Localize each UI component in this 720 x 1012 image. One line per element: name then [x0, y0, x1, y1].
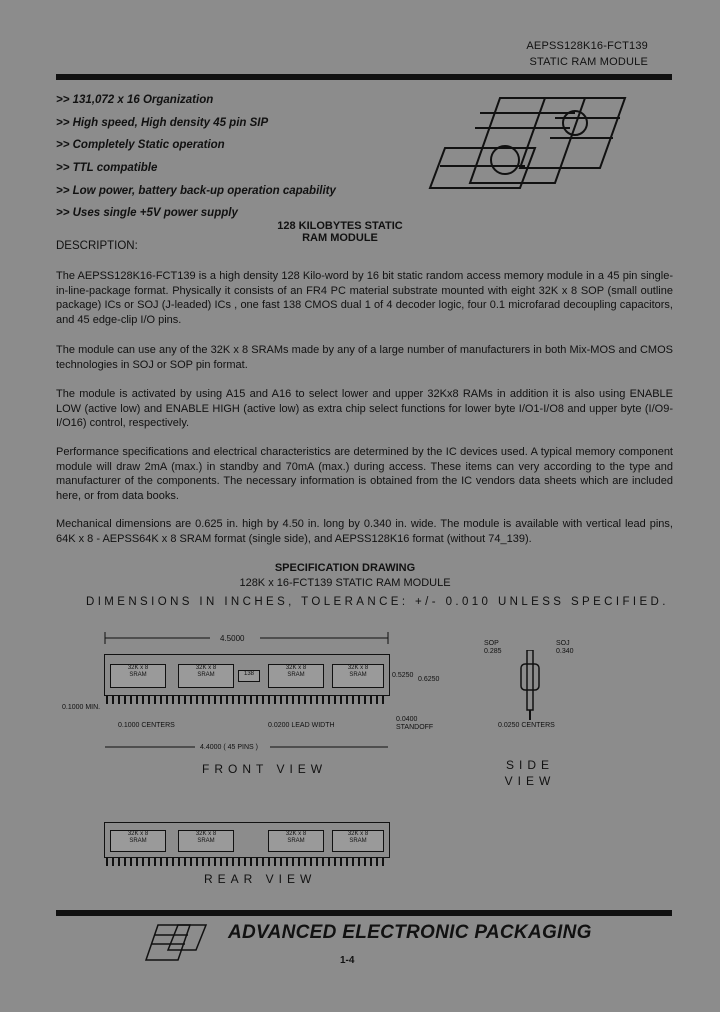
length-dim: 4.5000 — [220, 634, 245, 643]
lead-width-dim: 0.0200 LEAD WIDTH — [268, 722, 335, 729]
feature-1: >> 131,072 x 16 Organization — [56, 94, 214, 106]
feature-5: >> Low power, battery back-up operation capability — [56, 185, 336, 197]
sop-value: 0.285 — [484, 648, 502, 655]
module-title-line2: RAM MODULE — [302, 232, 378, 244]
sram-chip-1: 32K x 8 SRAM — [110, 664, 166, 688]
feature-2: >> High speed, High density 45 pin SIP — [56, 117, 269, 129]
feature-4: >> TTL compatible — [56, 162, 158, 174]
standoff-value: 0.0400 — [396, 716, 418, 723]
feature-6: >> Uses single +5V power supply — [56, 207, 238, 219]
rear-sram-chip-3: 32K x 8 SRAM — [268, 830, 324, 852]
pins-span-dim: 4.4000 ( 45 PINS ) — [200, 744, 258, 751]
rear-sram-chip-1: 32K x 8 SRAM — [110, 830, 166, 852]
aep-logo-small — [140, 922, 210, 964]
description-heading: DESCRIPTION: — [56, 240, 138, 252]
paragraph-5: Mechanical dimensions are 0.625 in. high by 4.50 in. long by 0.340 in. wide. The module is available with vertical lead pins, 64K x 8 - AEPSS64K x 8 SRAM format (single side), and AEPSS128K16 format (without 74_139). — [56, 518, 673, 545]
tolerance-note: DIMENSIONS IN INCHES, TOLERANCE: +/- 0.010 UNLESS SPECIFIED. — [86, 596, 669, 608]
header-subtitle: STATIC RAM MODULE — [529, 56, 648, 68]
min-pin-dim: 0.1000 MIN. — [62, 704, 101, 711]
front-view-label: FRONT VIEW — [202, 762, 328, 776]
soj-value: 0.340 — [556, 648, 574, 655]
rear-pins — [106, 858, 388, 866]
height-a: 0.5250 — [392, 672, 414, 679]
feature-3: >> Completely Static operation — [56, 139, 225, 151]
rear-sram-chip-4: 32K x 8 SRAM — [332, 830, 384, 852]
soj-label: SOJ — [556, 640, 570, 647]
drawing-title: SPECIFICATION DRAWING — [274, 562, 416, 574]
pins-span-line — [100, 742, 400, 752]
paragraph-1: The AEPSS128K16-FCT139 is a high density 128 Kilo-word by 16 bit static random access memory module in a 45 pin single-in-line-package format. Physically it consists of an FR4 PC material substrate mounted with eight 32K x 8 SOP (small outline package) ICs or SOJ (J-leaded) ICs , one fast 138 CMOS dual 1 of 4 decoder logic, four 0.1 microfarad decoupling capacitors, and 45 edge-clip I/O pins. — [56, 270, 673, 326]
footer-rule — [56, 910, 672, 916]
pin-centers-dim: 0.1000 CENTERS — [118, 722, 175, 729]
rear-view-label: REAR VIEW — [204, 872, 317, 886]
sop-label: SOP — [484, 640, 499, 647]
header-rule — [56, 74, 672, 80]
rear-sram-chip-2: 32K x 8 SRAM — [178, 830, 234, 852]
height-b: 0.6250 — [418, 676, 440, 683]
sram-chip-3: 32K x 8 SRAM — [268, 664, 324, 688]
page-number: 1-4 — [340, 955, 355, 966]
paragraph-4: Performance specifications and electrical characteristics are determined by the IC devices used. A typical memory component module will draw 2mA (max.) in standby and 70mA (max.) during access. These items can very according to the type and manufacturer of the components. The necessary information is obtained from the IC vendors data sheets which are included here, or from data books. — [56, 446, 673, 502]
drawing-subtitle: 128K x 16-FCT139 STATIC RAM MODULE — [239, 577, 451, 589]
length-dim-line — [100, 632, 400, 644]
company-name: ADVANCED ELECTRONIC PACKAGING — [228, 922, 592, 943]
standoff-label: STANDOFF — [396, 724, 434, 731]
side-view-label-1: SIDE — [505, 758, 554, 772]
side-view-label-2: VIEW — [504, 774, 556, 788]
paragraph-3: The module is activated by using A15 and A16 to select lower and upper 32Kx8 RAMs in addition it is also using ENABLE LOW (active low) and ENABLE HIGH (active low) as extra chip select functions for lower byte I/O1-I/O8 and upper byte (I/O9-I/O16) control, respectively. — [56, 388, 673, 430]
front-pins — [106, 696, 388, 704]
sram-chip-4: 32K x 8 SRAM — [332, 664, 384, 688]
side-view-drawing — [510, 650, 550, 720]
side-centers-dim: 0.0250 CENTERS — [498, 722, 555, 729]
aep-logo-large — [425, 88, 655, 198]
part-number: AEPSS128K16-FCT139 — [526, 40, 648, 52]
decoder-chip: 138 — [238, 670, 260, 682]
paragraph-2: The module can use any of the 32K x 8 SRAMs made by any of a large number of manufacturers in both Mix-MOS and CMOS technologies in SOJ or SOP pin format. — [56, 344, 673, 371]
sram-chip-2: 32K x 8 SRAM — [178, 664, 234, 688]
module-title-line1: 128 KILOBYTES STATIC — [277, 220, 403, 232]
